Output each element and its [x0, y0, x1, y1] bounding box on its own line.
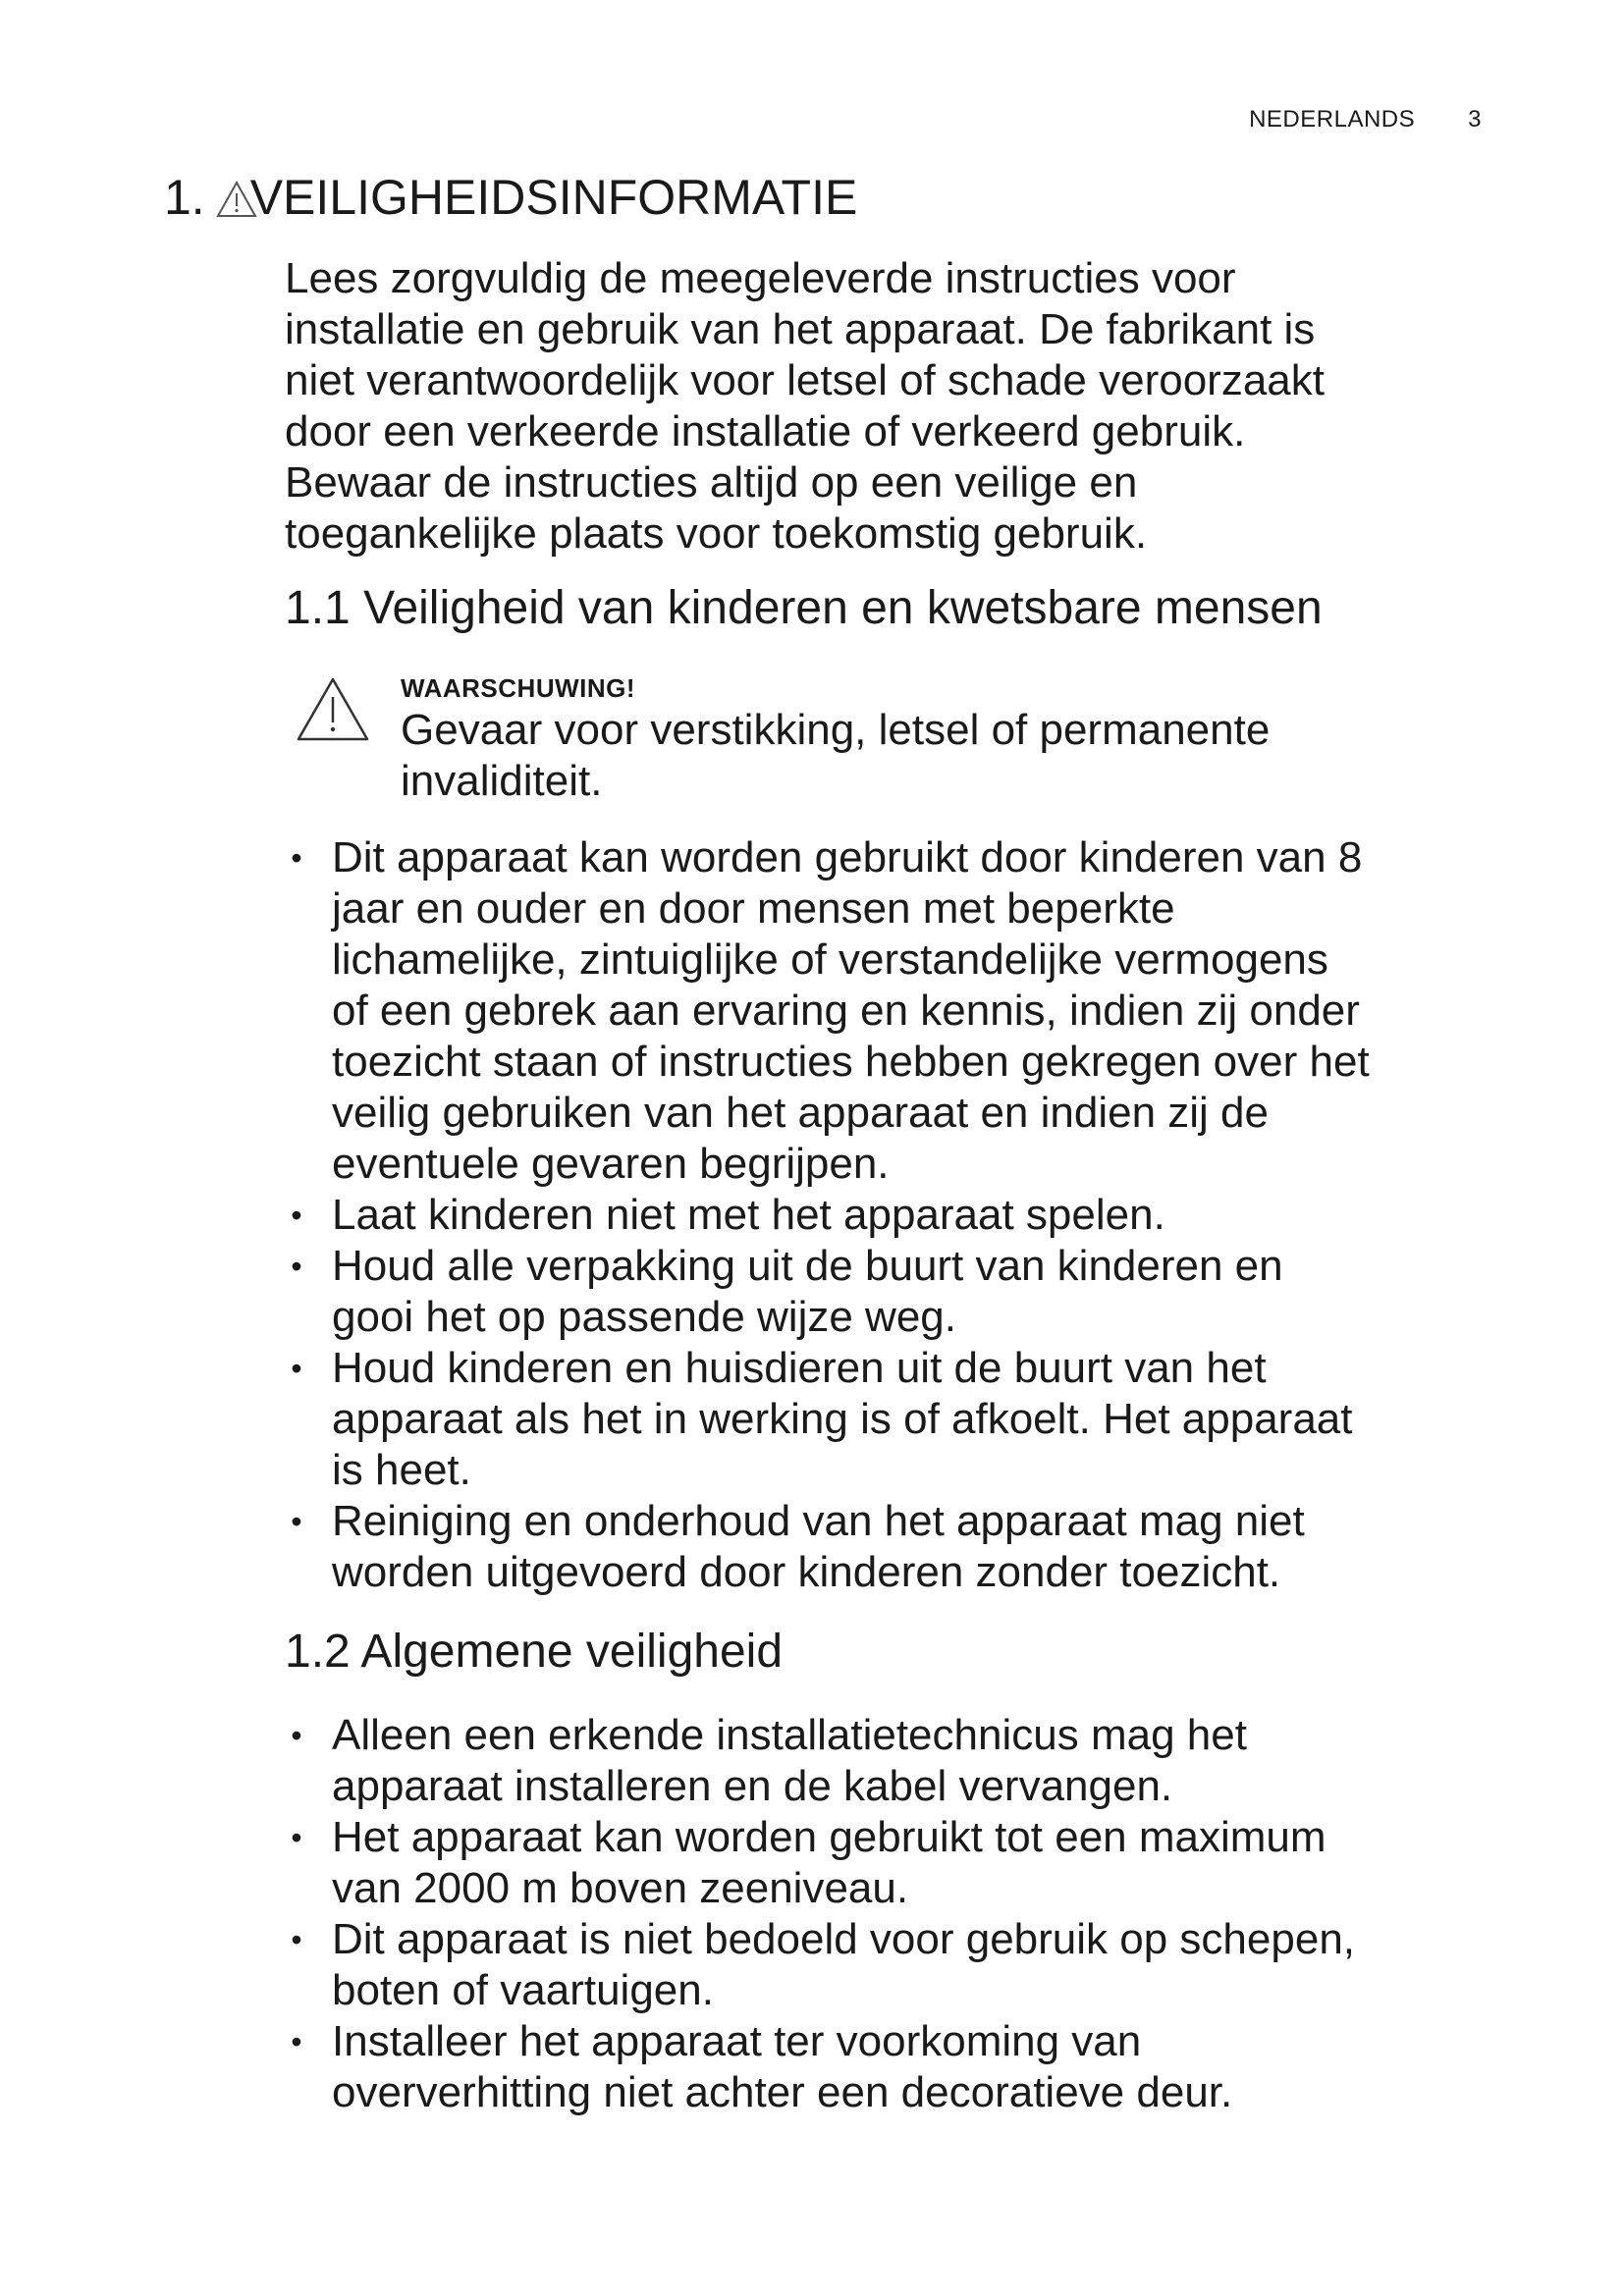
list-item — [285, 1812, 1502, 1914]
section-title: Veiligheid van kinderen en kwetsbare mensen — [363, 582, 1323, 634]
page-number: 3 — [1468, 106, 1482, 133]
list-item — [285, 1914, 1502, 2016]
list-item — [285, 1343, 1502, 1496]
list-item-line: of een gebrek aan ervaring en kennis, indien zij onder — [332, 987, 1360, 1035]
bullet-marker: • — [291, 1820, 302, 1855]
chapter-title-text: VEILIGHEIDSINFORMATIE — [249, 170, 858, 225]
list-item — [285, 1190, 1502, 1241]
list-item — [285, 1496, 1502, 1598]
bullet-marker: • — [291, 1249, 302, 1284]
bullet-marker: • — [291, 1922, 302, 1957]
list-item — [285, 832, 1502, 1190]
list-item-line: gooi het op passende wijze weg. — [332, 1293, 956, 1341]
list-item-line: veilig gebruiken van het apparaat en indien zij de — [332, 1089, 1269, 1137]
list-item-line: van 2000 m boven zeeniveau. — [332, 1864, 909, 1912]
list-item-line: Houd alle verpakking uit de buurt van kinderen en — [332, 1242, 1283, 1290]
chapter-number: 1. — [164, 170, 205, 225]
intro-line: Bewaar de instructies altijd op een veilige en — [285, 458, 1138, 507]
bullet-marker: • — [291, 1718, 302, 1753]
list-item-line: Het apparaat kan worden gebruikt tot een maximum — [332, 1813, 1326, 1861]
list-item-line: Dit apparaat is niet bedoeld voor gebruik op schepen, — [332, 1915, 1356, 1963]
intro-line: niet verantwoordelijk voor letsel of schade veroorzaakt — [285, 356, 1325, 404]
warning-triangle-icon — [215, 174, 258, 213]
intro-line: toegankelijke plaats voor toekomstig gebruik. — [285, 509, 1148, 558]
list-item-line: Laat kinderen niet met het apparaat spelen. — [332, 1191, 1165, 1239]
warning-line: Gevaar voor verstikking, letsel of permanente — [401, 706, 1271, 754]
list-item-line: lichamelijke, zintuiglijke of verstandelijke vermogens — [332, 935, 1328, 984]
header-language: NEDERLANDS — [1249, 106, 1416, 133]
intro-line: Lees zorgvuldig de meegeleverde instructies voor — [285, 254, 1236, 302]
bullet-marker: • — [291, 1351, 302, 1386]
running-header — [1178, 106, 1482, 133]
section-title: Algemene veiligheid — [360, 1626, 784, 1678]
list-item-line: Dit apparaat kan worden gebruikt door kinderen van 8 — [332, 833, 1363, 881]
bullet-marker: • — [291, 1504, 302, 1539]
intro-line: installatie en gebruik van het apparaat. De fabrikant is — [285, 305, 1316, 353]
bullet-marker: • — [291, 1198, 302, 1233]
list-item-line: jaar en ouder en door mensen met beperkte — [332, 884, 1175, 933]
warning-triangle-icon — [295, 675, 371, 744]
list-item-line: toezicht staan of instructies hebben gekregen over het — [332, 1038, 1370, 1086]
warning-text — [401, 705, 1481, 807]
list-item-line: Installeer het apparaat ter voorkoming van — [332, 2017, 1142, 2065]
intro-paragraph — [285, 253, 1502, 560]
section-heading-1-2 — [285, 1625, 1502, 1679]
section-number: 1.2 — [285, 1626, 351, 1678]
list-item-line: Houd kinderen en huisdieren uit de buurt van het — [332, 1344, 1267, 1392]
list-item — [285, 1710, 1502, 1812]
list-item-line: apparaat installeren en de kabel vervangen. — [332, 1762, 1173, 1810]
bullet-marker: • — [291, 2024, 302, 2059]
list-item-line: eventuele gevaren begrijpen. — [332, 1140, 890, 1188]
list-item-line: worden uitgevoerd door kinderen zonder toezicht. — [332, 1548, 1281, 1596]
list-item-line: oververhitting niet achter een decoratieve deur. — [332, 2068, 1233, 2116]
section-number: 1.1 — [285, 582, 351, 634]
list-item-line: Reiniging en onderhoud van het apparaat mag niet — [332, 1497, 1305, 1545]
warning-line: invaliditeit. — [401, 757, 603, 805]
list-item-line: is heet. — [332, 1446, 471, 1494]
intro-line: door een verkeerde installatie of verkeerd gebruik. — [285, 407, 1246, 455]
list-item-line: boten of vaartuigen. — [332, 1966, 714, 2014]
bullet-marker: • — [291, 840, 302, 876]
list-item — [285, 1241, 1502, 1343]
list-item — [285, 2016, 1502, 2118]
list-item-line: Alleen een erkende installatietechnicus mag het — [332, 1711, 1247, 1759]
chapter-title — [164, 169, 857, 226]
bullet-list-general-safety — [285, 1710, 1502, 2118]
bullet-list-children-safety — [285, 832, 1502, 1598]
section-heading-1-1 — [285, 581, 1502, 635]
warning-label: WAARSCHUWING! — [401, 673, 636, 703]
list-item-line: apparaat als het in werking is of afkoelt. Het apparaat — [332, 1395, 1353, 1443]
